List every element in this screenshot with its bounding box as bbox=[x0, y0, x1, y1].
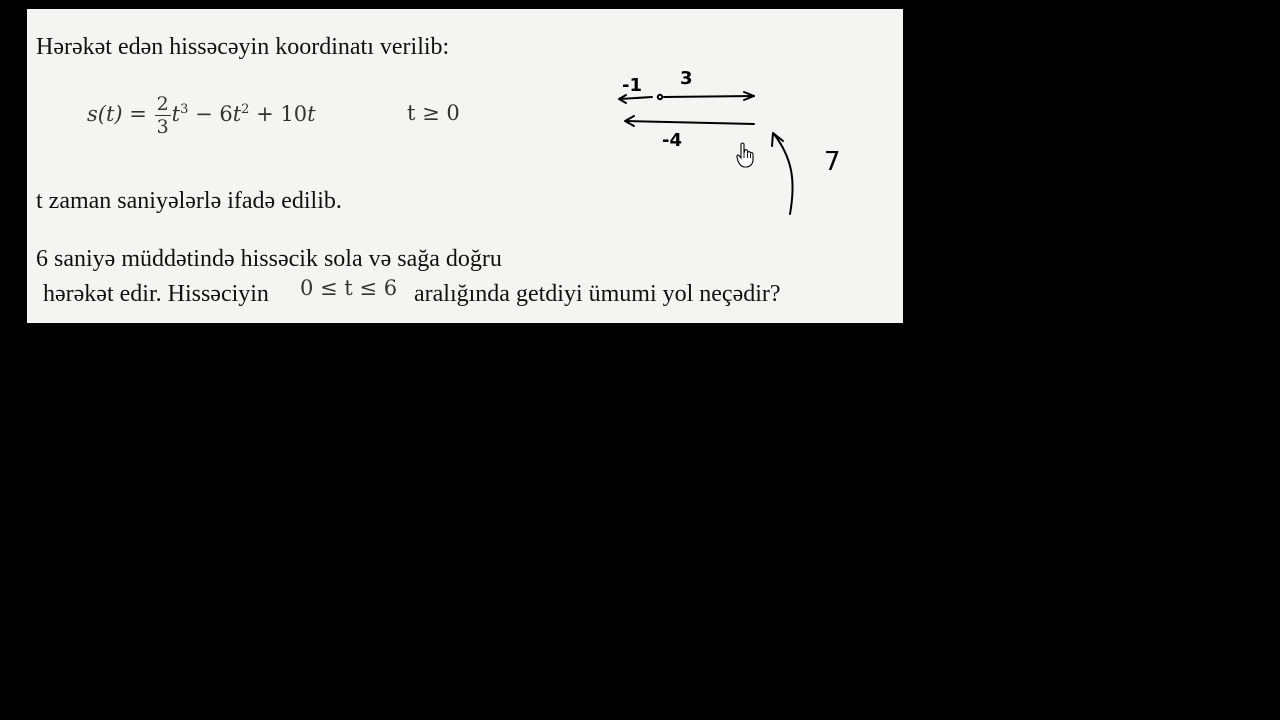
formula-lhs: s(t) = bbox=[87, 102, 147, 126]
units-note: t zaman saniyələrlə ifadə edilib. bbox=[36, 188, 342, 214]
question-line-2-end: aralığında getdiyi ümumi yol neçədir? bbox=[414, 281, 781, 307]
lower-arrow-line bbox=[626, 121, 754, 124]
term2-base: t bbox=[232, 102, 242, 126]
term1-exponent: 3 bbox=[180, 102, 189, 117]
term3-coef: + 10 bbox=[256, 102, 308, 126]
origin-dot bbox=[658, 95, 662, 99]
label-three: 3 bbox=[680, 68, 693, 89]
term2-coef: − 6 bbox=[195, 102, 233, 126]
interval-expression: 0 ≤ t ≤ 6 bbox=[300, 276, 398, 300]
term2-exponent: 2 bbox=[241, 102, 250, 117]
intro-text: Hərəkət edən hissəcəyin koordinatı verilib: bbox=[36, 34, 450, 60]
fraction-numerator: 2 bbox=[156, 93, 169, 115]
right-arrow-line bbox=[664, 96, 754, 97]
hand-pointer-icon bbox=[736, 142, 754, 173]
fraction-denominator: 3 bbox=[156, 116, 169, 138]
label-minus-four: -4 bbox=[662, 130, 682, 151]
question-line-1: 6 saniyə müddətində hissəcik sola və sağa doğru bbox=[36, 246, 502, 272]
left-arrow-short bbox=[620, 97, 652, 99]
label-minus-one: -1 bbox=[622, 75, 642, 96]
term1-base: t bbox=[171, 102, 181, 126]
term3-base: t bbox=[307, 102, 316, 126]
label-seven: 7 bbox=[824, 147, 841, 177]
question-line-2-start: hərəkət edir. Hissəciyin bbox=[43, 281, 269, 307]
curved-arrow bbox=[774, 134, 793, 214]
time-condition: t ≥ 0 bbox=[407, 101, 460, 125]
